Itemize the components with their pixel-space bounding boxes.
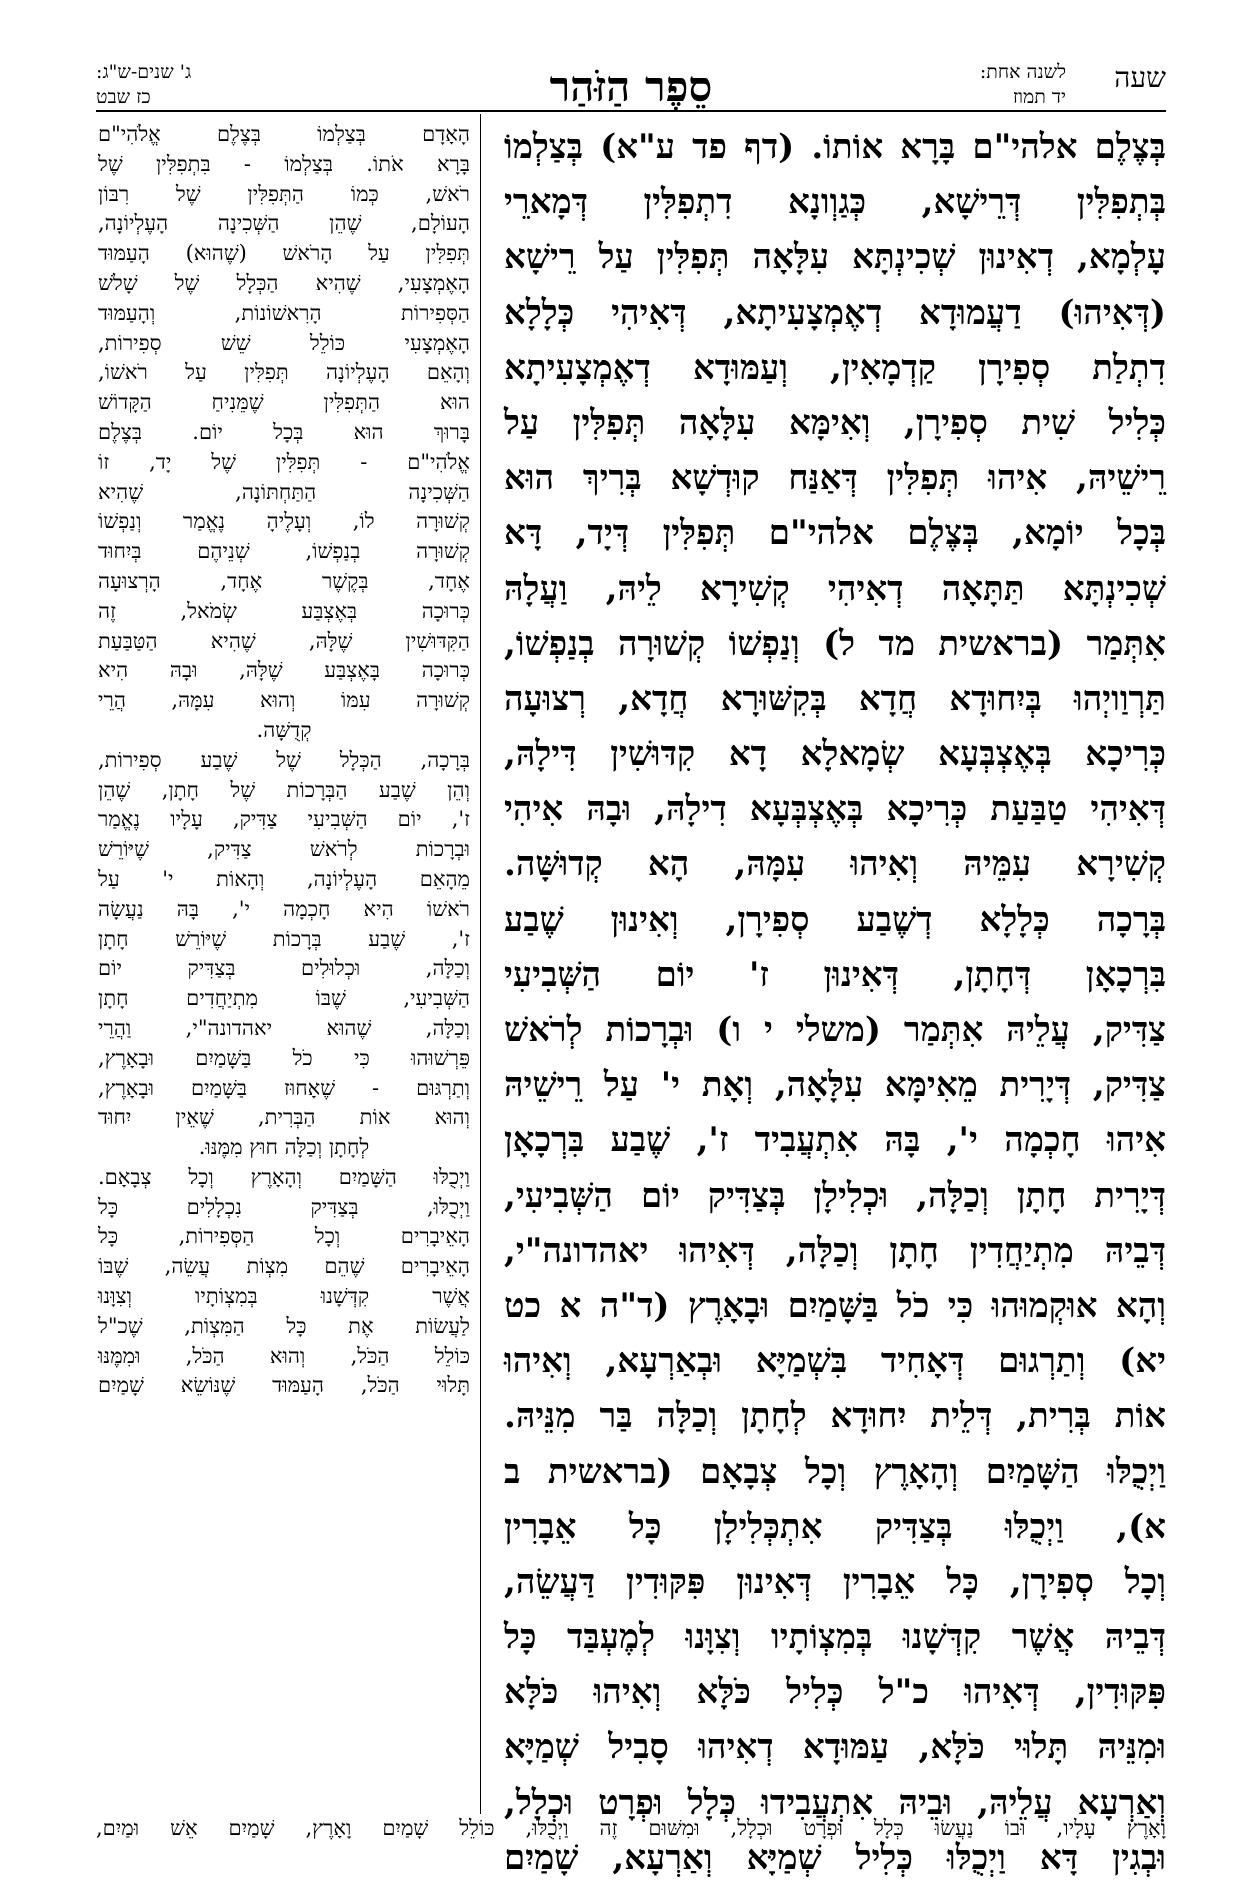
commentary-line: קְשׁוּרָה לוֹ, וְעָלֶיהָ נֶאֱמַר וְנַפְשׁוֹ — [98, 509, 470, 534]
commentary-line: קְשׁוּרָה עִמּוֹ וְהוּא עִמָּהּ, הֲרֵי — [98, 688, 470, 713]
main-text-line: וּבְגִין דָּא וַיְכֻלּוּ כְּלִיל שְׁמַיָּא וְאַרְעָא, שָׁמַיִם — [504, 1837, 1166, 1878]
main-text-line: א), וַיְכֻלּוּ בְּצַדִּיק אִתְכְּלִילָן כָּל אֵבָרִין — [504, 1506, 1166, 1547]
main-text-line: תַּרְוַויְהוּ בְּיִחוּדָא חֲדָא בְּקִשּׁוּרָא חֲדָא, רְצוּעָה — [504, 678, 1166, 719]
main-text-line: דְּבֵיהּ אֲשֶׁר קִדְּשָׁנוּ בְּמִצְוֹתָיו וְצִוָּנוּ לְמֶעְבַּד כָּל — [504, 1617, 1166, 1658]
footer-continuation: וָאָרֶץ עָלָיו, וּבוֹ נַעֲשׂוּ כְּלָל וּפְרָט וּכְלָל, וּמִשּׁוּם זֶה וַיְכֻלּוּ, כּוֹלֵל שָׁמַיִם וָאָרֶץ, שָׁמַיִם אֵשׁ וּמַיִם, — [96, 1816, 1166, 1840]
main-text-line: (דְּאִיהוּ) דַעֲמוּדָא דְאֶמְצָעִיתָא, דְּאִיהִי כְּלָלָא — [504, 292, 1166, 333]
commentary-line: בְּרָכָה, הַכְּלָל שֶׁל שֶׁבַע סְפִירוֹת, — [98, 747, 470, 772]
main-text-line: אִתְּמַר (בראשית מד ל) וְנַפְשׁוֹ קְשׁוּרָה בְנַפְשׁוֹ, — [504, 623, 1166, 664]
schedule-3year-label: ג' שנים-ש"ג: — [96, 61, 192, 83]
commentary-line: קְדֻשָּׁה. — [256, 717, 312, 742]
main-text-line: פִּקּוּדִין, דְּאִיהוּ כ"ל כְּלִיל כֹּלָּא וְאִיהוּ כֹּלָּא — [504, 1672, 1166, 1713]
commentary-line: אֱלֹהִי"ם - תְּפִלִּין שֶׁל יָד, זוֹ — [98, 449, 470, 474]
main-text-line: בְּתְפִלִּין דְּרֵישָׁא, כְּגַוְונָא דִתְפִלִּין דְּמָארֵי — [504, 182, 1166, 223]
commentary-line: ז', יוֹם הַשְּׁבִיעִי צַדִּיק, עָלָיו נֶאֱמַר — [98, 807, 470, 832]
commentary-line: לְחָתָן וְכַלָּה חוּץ מִמֶּנּוּ. — [198, 1135, 370, 1160]
commentary-line: תָּלוּי הַכֹּל, הָעַמּוּד שֶׁנּוֹשֵׂא שָׁמַיִם — [98, 1373, 470, 1398]
commentary-line: מֵהָאֵם הָעֶלְיוֹנָה, וְהָאוֹת י' עַל — [98, 866, 470, 891]
column-divider — [480, 114, 481, 1814]
main-text-line: אִיהוּ חָכְמָה י', בָּהּ אִתְעֲבִיד ז', שֶׁבַע בִּרְכָאָן — [504, 1120, 1166, 1161]
commentary-line: הָעוֹלָם, שֶׁהֵן הַשְּׁכִינָה הָעֶלְיוֹנָה, — [98, 211, 470, 236]
commentary-line: וּבְרָכוֹת לְרֹאשׁ צַדִּיק, שֶׁיּוֹרֵשׁ — [98, 837, 470, 862]
main-text-line: וְהָא אוּקְמוּהוּ כִּי כֹל בַּשָּׁמַיִם וּבָאָרֶץ (ד"ה א כט — [504, 1285, 1166, 1326]
commentary-text — [98, 120, 470, 1810]
main-text-line: בְּרָכָה כְּלָלָא דְשֶׁבַע סְפִירָן, וְאִינוּן שֶׁבַע — [504, 899, 1166, 940]
main-text-line: יא) וְתַרְגוּם דְּאָחִיד בִּשְׁמַיָּא וּבְאַרְעָא, וְאִיהוּ — [504, 1341, 1166, 1382]
schedule-year-date: יד תמוז — [1012, 85, 1066, 108]
commentary-line: כְּרוּכָה בְּאֶצְבַּע שְׂמֹאל, זֶה — [98, 598, 470, 623]
main-text-line: וְאַרְעָא עֲלֵיהּ, וּבֵיהּ אִתְעֲבִידוּ כְּלָל וּפְרָט וּכְלָל, — [504, 1782, 1166, 1823]
main-text-line: כְּלִיל שִׁית סְפִירָן, וְאִימָּא עִלָּאָה תְּפִלִּין עַל — [504, 402, 1166, 443]
main-text-line: אוֹת בְּרִית, דְּלֵית יִחוּדָא לְחָתָן וְכַלָּה בַּר מִנֵּיהּ. — [504, 1396, 1166, 1437]
commentary-line: פֵּרְשׁוּהוּ כִּי כֹל בַּשָּׁמַיִם וּבָאָרֶץ, — [98, 1045, 470, 1070]
main-text-line: וַיְכֻלּוּ הַשָּׁמַיִם וְהָאָרֶץ וְכָל צְבָאָם (בראשית ב — [504, 1451, 1166, 1492]
main-text-line: וְכָל סְפִירָן, כָּל אֵבָרִין דְּאִינוּן פִּקּוּדִין דַּעֲשֵׂה, — [504, 1561, 1166, 1602]
main-text-line: דְּאִיהִי טַבַּעַת כְּרִיכָא בְּאֶצְבְּעָא דִילָהּ, וּבָהּ אִיהִי — [504, 789, 1166, 830]
commentary-line: ז', שֶׁבַע בְּרָכוֹת שֶׁיּוֹרֵשׁ חָתָן — [98, 926, 470, 951]
main-text-line: וּמִנֵּיהּ תָּלוּי כֹּלָּא, עַמּוּדָא דְאִיהוּ סָבִיל שְׁמַיָּא — [504, 1727, 1166, 1768]
main-text-line: דִתְלַת סְפִירָן קַדְמָאִין, וְעַמּוּדָא דְאֶמְצָעִיתָא — [504, 347, 1166, 388]
schedule-3year-date: כז שבט — [96, 85, 151, 108]
main-text-line: צַדִּיק, עֲלֵיהּ אִתְּמַר (משלי י ו) וּבְרָכוֹת לְרֹאשׁ — [504, 1010, 1166, 1050]
main-text-line: קְשִׁירָא עִמֵּיהּ וְאִיהוּ עִמָּהּ, הָא קְדוּשָּׁה. — [504, 844, 1166, 885]
commentary-line: כּוֹלֵל הַכֹּל, וְהוּא הַכֹּל, וּמִמֶּנּוּ — [98, 1343, 470, 1368]
commentary-line: קְשׁוּרָה בְנַפְשׁוֹ, שְׁנֵיהֶם בְּיִחוּד — [98, 539, 470, 564]
commentary-line: בָּרָא אֹתוֹ. בְּצַלְמוֹ - בִּתְפִלִּין שֶׁל — [98, 151, 470, 176]
main-text-line: צַדִּיק, דְּיָרִית מֵאִימָּא עִלָּאָה, וְאָת י' עַל רֵישֵׁיהּ — [504, 1065, 1166, 1106]
commentary-line: אֶחָד, בְּקֶשֶׁר אֶחָד, הָרְצוּעָה — [98, 568, 470, 593]
commentary-line: הָאֶמְצָעִי כּוֹלֵל שֵׁשׁ סְפִירוֹת, — [98, 330, 470, 355]
shaah-label: שעה — [1114, 61, 1166, 94]
commentary-line: הַסְּפִירוֹת הָרִאשׁוֹנוֹת, וְהָעַמּוּד — [98, 300, 470, 325]
commentary-line: וְהָאֵם הָעֶלְיוֹנָה תְּפִלִּין עַל רֹאשׁוֹ, — [98, 360, 470, 385]
commentary-line: בָּרוּךְ הוּא בְּכָל יוֹם. בְּצֶלֶם — [98, 419, 470, 444]
commentary-line: הָאָדָם בְּצַלְמוֹ בְּצֶלֶם אֱלֹהִי"ם — [98, 122, 470, 146]
main-text-line: עָלְמָא, דְאִינוּן שְׁכִינְתָּא עִלָּאָה תְּפִלִּין עַל רֵישָׁא — [504, 237, 1166, 278]
header-rule — [96, 110, 1166, 112]
commentary-line: הָאֶמְצָעִי, שֶׁהִיא הַכְּלָל שֶׁל שָׁלֹשׁ — [98, 270, 470, 295]
commentary-line: רֹאשׁוֹ הִיא חָכְמָה י', בָּהּ נַעֲשָׂה — [98, 896, 470, 921]
commentary-line: וְכַלָּה, שֶׁהוּא יאהדונה"י, וַהֲרֵי — [98, 1015, 470, 1040]
commentary-line: וַיְכֻלּוּ, בְּצַדִּיק נִכְלָלִים כָּל — [98, 1194, 470, 1219]
commentary-line: וְהֵן שֶׁבַע הַבְּרָכוֹת שֶׁל חָתָן, שֶׁהֵן — [98, 777, 470, 802]
commentary-line: הַקִּדּוּשִׁין שֶׁלָּהּ, שֶׁהִיא הַטַּבַּעַת — [98, 628, 470, 653]
main-text-line: רֵישֵׁיהּ, אִיהוּ תְּפִלִּין דְּאַנַּח קוּדְשָׁא בְּרִיךְ הוּא — [504, 458, 1166, 499]
schedule-left — [96, 60, 191, 109]
commentary-line: הָאֵיבָרִים וְכָל הַסְּפִירוֹת, כָּל — [98, 1224, 470, 1249]
main-text-line: בְּכָל יוֹמָא, בְּצֶלֶם אלהי"ם תְּפִלִּין דְּיָד, דָּא — [504, 513, 1166, 554]
main-text-line: כְּרִיכָא בְּאֶצְבְּעָא שְׂמָאלָא דָא קִדּוּשִׁין דִּילָהּ, — [504, 734, 1166, 775]
commentary-line: וְכַלָּה, וּכְלוּלִים בְּצַדִּיק יוֹם — [98, 956, 470, 981]
main-text-line: שְׁכִינְתָּא תַּתָּאָה דְאִיהִי קְשִׁירָא לֵיהּ, וַעֲלָהּ — [504, 568, 1166, 609]
commentary-line: וְתַרְגּוּם - שֶׁאָחוּז בַּשָּׁמַיִם וּבָאָרֶץ, — [98, 1075, 470, 1100]
commentary-line: הָאֵיבָרִים שֶׁהֵם מִצְוֹת עֲשֵׂה, שֶׁבּוֹ — [98, 1254, 470, 1279]
commentary-line: תְּפִלִּין עַל הָרֹאשׁ (שֶׁהוּא) הָעַמּוּד — [98, 241, 470, 266]
commentary-line: כְּרוּכָה בָּאֶצְבַּע שֶׁלָּהּ, וּבָהּ הִיא — [98, 658, 470, 683]
main-text-line: דְּיָרִית חָתָן וְכַלָּה, וּכְלִילָן בְּצַדִּיק יוֹם הַשְּׁבִיעִי, — [504, 1175, 1166, 1216]
commentary-line: הוּא הַתְּפִלִּין שֶׁמֵּנִיחַ הַקָּדוֹשׁ — [98, 390, 470, 415]
commentary-line: וְהוּא אוֹת הַבְּרִית, שֶׁאֵין יִחוּד — [98, 1105, 470, 1130]
commentary-line: לַעֲשׂוֹת אֶת כָּל הַמִּצְוֹת, שֶׁכ"ל — [98, 1313, 470, 1338]
main-text-line: בְּצֶלֶם אלהי"ם בָּרָא אוֹתוֹ. (דף פד ע"א) בְּצַלְמוֹ — [504, 127, 1166, 167]
schedule-year-label: לשנה אחת: — [979, 61, 1066, 83]
commentary-line: רֹאשׁ, כְּמוֹ הַתְּפִלִּין שֶׁל רִבּוֹן — [98, 181, 470, 206]
main-text-line: דְּבֵיהּ מִתְיַחֲדִין חָתָן וְכַלָּה, דְּאִיהוּ יאהדונה"י, — [504, 1230, 1166, 1271]
commentary-line: הַשְּׁבִיעִי, שֶׁבּוֹ מִתְיַחֲדִים חָתָן — [98, 986, 470, 1011]
main-text-line: בִּרְכָאָן דְּחָתָן, דְּאִינוּן ז' יוֹם הַשְּׁבִיעִי — [504, 954, 1166, 995]
page-title: סֵפֶר הַזֹּהַר — [549, 62, 713, 111]
commentary-line: אֲשֶׁר קִדְּשָׁנוּ בְּמִצְוֹתָיו וְצִוָּנוּ — [98, 1284, 470, 1309]
commentary-line: וַיְכֻלּוּ הַשָּׁמַיִם וְהָאָרֶץ וְכָל צְבָאָם. — [98, 1164, 470, 1189]
commentary-line: הַשְּׁכִינָה הַתַּחְתּוֹנָה, שֶׁהִיא — [98, 479, 470, 504]
